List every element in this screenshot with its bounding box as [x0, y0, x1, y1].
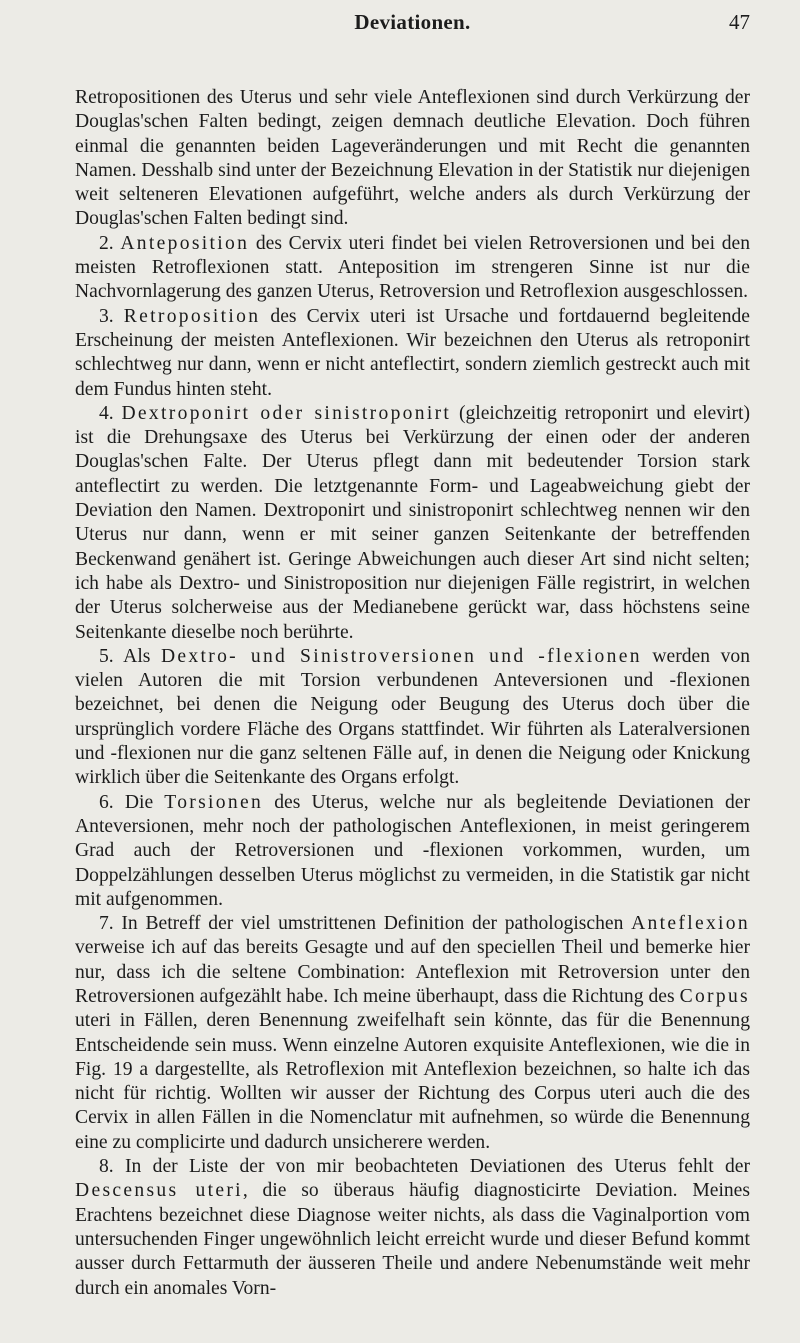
paragraph-text: uteri in Fällen, deren Benennung zweifelhaft sein könnte, das für die Benennung Entscheidende sein muss. Wenn einzelne Autoren exquisite Anteflexionen, wie die in Fig. 19 a dargestellte, als Retroflexion mit Anteflexion bezeichnen, so halte ich das nicht für richtig. Wollten wir ausser der Richtung des Corpus uteri auch die des Cervix in allen Fällen in die Nomenclatur mit aufnehmen, so würde die Benennung eine zu complicirte und dadurch unsicherere werden. — [75, 1010, 750, 1153]
item-number: 2. — [99, 232, 121, 254]
item-number: 7. In Betreff der viel umstrittenen Definition der pathologischen — [99, 913, 632, 935]
term-retroposition: Retroposition — [123, 305, 261, 327]
paragraph-4 — [75, 402, 750, 645]
item-number: 3. — [99, 305, 124, 327]
paragraph-text: des Cervix uteri findet bei vielen Retroversionen und bei den meisten Retroflexionen statt. Anteposition im strengeren Sinne ist nur die Nachvornlagerung des ganzen Uterus, Retroversion und Retroflexion ausgeschlossen. — [75, 232, 750, 303]
page-number: 47 — [729, 10, 750, 34]
item-number: 4. — [99, 402, 122, 424]
paragraph-3 — [75, 305, 750, 402]
paragraph-2 — [75, 232, 750, 305]
paragraph-text: werden von vielen Autoren die mit Torsion verbundenen Anteversionen und -flexionen bezeichnet, bei denen die Neigung oder Beugung des Uterus doch über die ursprünglich vordere Fläche des Organs stattfindet. Wir führten als Lateralversionen und -flexionen nur die ganz seltenen Fälle auf, in denen die Neigung oder Knickung wirklich über die Seitenkante des Organs erfolgt. — [75, 645, 750, 789]
term-descensus: Descensus uteri — [75, 1180, 243, 1202]
page-header — [75, 0, 750, 40]
running-title: Deviationen. — [354, 10, 471, 34]
paragraph-text: verweise ich auf das bereits Gesagte und auf den speciellen Theil und bemerke hier nur, dass ich die seltene Combination: Anteflexion mit Retroversion unter den Retroversionen aufgezählt habe. Ich meine überhaupt, dass die Richtung des — [75, 937, 750, 1007]
body-text — [75, 40, 750, 1301]
item-number: 6. Die — [99, 791, 165, 813]
paragraph-8 — [75, 1155, 750, 1301]
paragraph-text: , die so überaus häufig diagnosticirte Deviation. Meines Erachtens bezeichnet diese Diagnose weiter nichts, als dass die Vaginalportion vom untersuchenden Finger ungewöhnlich leicht erreicht wurde und dieser Befund kommt ausser durch Fettarmuth der äusseren Theile und andere Nebenumstände weit mehr durch ein anomales Vorn- — [75, 1180, 751, 1299]
paragraph-6 — [75, 791, 750, 912]
item-number: 5. Als — [99, 645, 161, 667]
term-torsionen: Torsionen — [164, 791, 264, 813]
term-anteflexion: Anteflexion — [631, 913, 750, 935]
paragraph-text: des Uterus, welche nur als begleitende Deviationen der Anteversionen, mehr noch der pathologischen Anteflexionen, in meist geringerem Grad auch der Retroversionen und -flexionen vorkommen, wurden, um Doppelzählungen desselben Uterus möglichst zu vermeiden, in die Statistik gar nicht mit aufgenommen. — [75, 791, 750, 910]
term-corpus: Corpus — [679, 985, 750, 1007]
term-dextroponirt: Dextroponirt oder sinistroponirt — [121, 402, 452, 424]
paragraph-7 — [75, 912, 750, 1155]
term-anteposition: Anteposition — [120, 232, 250, 254]
term-dextroversionen: Dextro- und Sinistroversionen und -flexionen — [160, 645, 642, 667]
paragraph-text: des Cervix uteri ist Ursache und fortdauernd begleitende Erscheinung der meisten Anteflexionen. Wir bezeichnen den Uterus als retroponirt schlechtweg nur dann, wenn er nicht anteflectirt, sondern ziemlich gestreckt auch mit dem Fundus hinten steht. — [75, 305, 750, 400]
item-number: 8. In der Liste der von mir beobachteten Deviationen des Uterus fehlt der — [99, 1156, 750, 1178]
paragraph-1: Retropositionen des Uterus und sehr viele Anteflexionen sind durch Verkürzung der Douglas'schen Falten bedingt, zeigen demnach deutliche Elevation. Doch führen einmal die genannten beiden Lageveränderungen und mit Recht die genannten Namen. Desshalb sind unter der Bezeichnung Elevation in der Statistik nur diejenigen weit selteneren Elevationen aufgeführt, welche anders als durch Verkürzung der Douglas'schen Falten bedingt sind. — [75, 87, 750, 230]
paragraph-text: (gleichzeitig retroponirt und elevirt) ist die Drehungsaxe des Uterus bei Verkürzung der einen oder der anderen Douglas'schen Falte. Der Uterus pflegt dann mit bedeutender Torsion stark anteflectirt zu werden. Die letztgenannte Form- und Lageabweichung giebt der Deviation den Namen. Dextroponirt und sinistroponirt schlechtweg nennen wir den Uterus nur dann, wenn er mit seiner ganzen Seitenkante der betreffenden Beckenwand genähert ist. Geringe Abweichungen auch dieser Art sind nicht selten; ich habe als Dextro- und Sinistroposition nur diejenigen Fälle registrirt, in welchen der Uterus solcherweise aus der Medianebene gerückt war, dass höchstens seine Seitenkante dieselbe noch berührte. — [75, 402, 750, 643]
paragraph-5 — [75, 645, 750, 791]
